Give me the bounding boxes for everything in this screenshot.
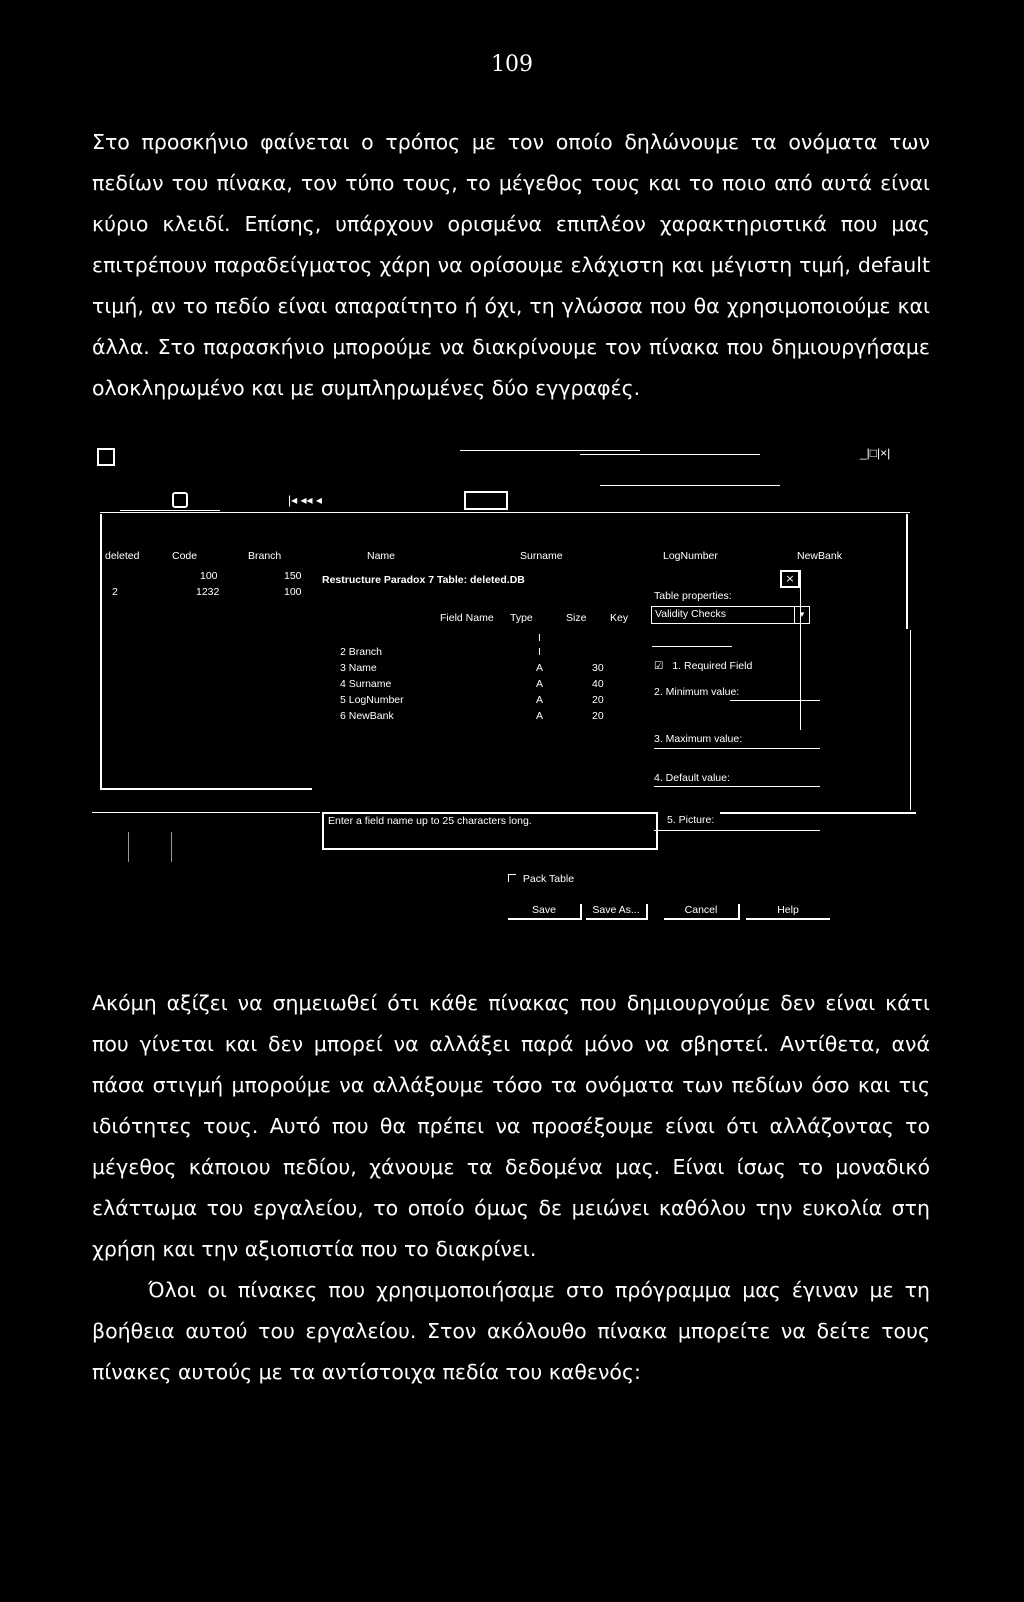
row1-branch: 150 (284, 570, 302, 582)
header-field-name: Field Name (440, 612, 494, 624)
app-icon (97, 448, 115, 466)
col-surname: Surname (520, 550, 563, 562)
header-type: Type (510, 612, 533, 624)
picture-label: 5. Picture: (667, 814, 715, 826)
header-key: Key (610, 612, 629, 624)
toolbar-icon[interactable] (172, 492, 188, 508)
dialog-close-button[interactable]: × (780, 570, 800, 588)
row2-branch: 100 (284, 586, 302, 598)
list-item[interactable]: 6 NewBank A 20 (340, 710, 604, 722)
cancel-button[interactable]: Cancel (664, 904, 740, 920)
page-number: 109 (491, 52, 533, 77)
pack-table-label: Pack Table (522, 873, 575, 885)
intro-paragraph: Στο προσκήνιο φαίνεται ο τρόπος με τον οποίο δηλώνουμε τα ονόματα των πεδίων του πίνακα, τον τύπο τους, το μέγεθος τους και το ποιο από αυτά είναι κύριο κλειδί. Επίσης, υπάρχουν ορισμένα επιπλέον χαρακτηριστικά που μας επιτρέπουν παραδείγματος χάρη να ορίσουμε ελάχιστη και μέγιστη τιμή, default τιμή, αν το πεδίο είναι απαραίτητο ή όχι, τη γλώσσα που θα χρησιμοποιούμε και άλλα. Στο παρασκήνιο μπορούμε να διακρίνουμε τον πίνακα που δημιουργήσαμε ολοκληρωμένο και με συμπληρωμένες δύο εγγραφές. (92, 130, 930, 400)
hint-box (322, 812, 658, 850)
col-name: Name (367, 550, 396, 562)
grid-view-icon[interactable] (464, 491, 508, 510)
help-button[interactable]: Help (746, 904, 830, 920)
discussion-paragraph: Ακόμη αξίζει να σημειωθεί ότι κάθε πίνακας που δημιουργούμε δεν είναι κάτι που γίνεται και δεν μπορεί να αλλάξει παρά μόνο να σβηστεί. Αντίθετα, ανά πάσα στιγμή μπορούμε να αλλάξουμε τόσο τα ονόματα των πεδίων όσο και τις ιδιότητες τους. Αυτό που θα πρέπει να προσέξουμε είναι ότι αλλάζοντας το μέγεθος κάποιου πεδίου, χάνουμε τα δεδομένα μας. Είναι ίσως το μοναδικό ελάττωμα του εργαλείου, το οποίο όμως δε μειώνει καθόλου την ευκολία στη χρήση και την αξιοπιστία που το διακρίνει. (92, 991, 930, 1261)
minimum-value-input[interactable] (730, 700, 820, 701)
list-item[interactable]: 5 LogNumber A 20 (340, 694, 604, 706)
required-field-checkbox[interactable] (654, 660, 752, 672)
col-deleted: deleted (105, 550, 140, 562)
table-properties-select[interactable] (651, 606, 810, 624)
pack-table-checkbox[interactable] (508, 873, 574, 885)
field-type-first: I (538, 632, 541, 644)
maximum-value-label: 3. Maximum value: (654, 733, 743, 745)
table-properties-value: Validity Checks (655, 608, 726, 620)
required-field-label: 1. Required Field (672, 660, 753, 672)
chevron-down-icon: ▾ (794, 607, 809, 623)
list-item[interactable]: 2 Branch I (340, 646, 541, 658)
checkbox-checked-icon: ☑ (654, 660, 664, 672)
save-as-button[interactable]: Save As... (586, 904, 648, 920)
dialog-title: Restructure Paradox 7 Table: deleted.DB (322, 574, 525, 586)
row1-code: 100 (200, 570, 218, 582)
closing-paragraph: Όλοι οι πίνακες που χρησιμοποιήσαμε στο πρόγραμμα μας έγιναν με τη βοήθεια αυτού του εργαλείου. Στον ακόλουθο πίνακα μπορείτε να δείτε τους πίνακες αυτούς με τα αντίστοιχα πεδία του καθενός: (92, 1278, 930, 1384)
table-properties-label: Table properties: (654, 590, 732, 602)
paradox-screenshot (0, 440, 1024, 940)
save-button[interactable]: Save (508, 904, 582, 920)
header-size: Size (566, 612, 587, 624)
list-item[interactable]: 3 Name A 30 (340, 662, 604, 674)
hint-text: Enter a field name up to 25 characters long. (328, 815, 532, 827)
checkbox-unchecked-icon (508, 874, 516, 882)
row2-code: 1232 (196, 586, 220, 598)
field-list[interactable] (340, 646, 604, 726)
col-lognumber: LogNumber (663, 550, 718, 562)
record-nav-arrows[interactable]: |◂ ◂◂ ◂ (288, 493, 322, 507)
window-controls[interactable]: _|□|×| (860, 446, 891, 460)
maximum-value-input[interactable] (654, 748, 820, 749)
row2-deleted: 2 (112, 586, 118, 598)
default-value-label: 4. Default value: (654, 772, 730, 784)
minimum-value-label: 2. Minimum value: (654, 686, 740, 698)
col-branch: Branch (248, 550, 282, 562)
col-newbank: NewBank (797, 550, 842, 562)
col-code: Code (172, 550, 198, 562)
list-item[interactable]: 4 Surname A 40 (340, 678, 604, 690)
